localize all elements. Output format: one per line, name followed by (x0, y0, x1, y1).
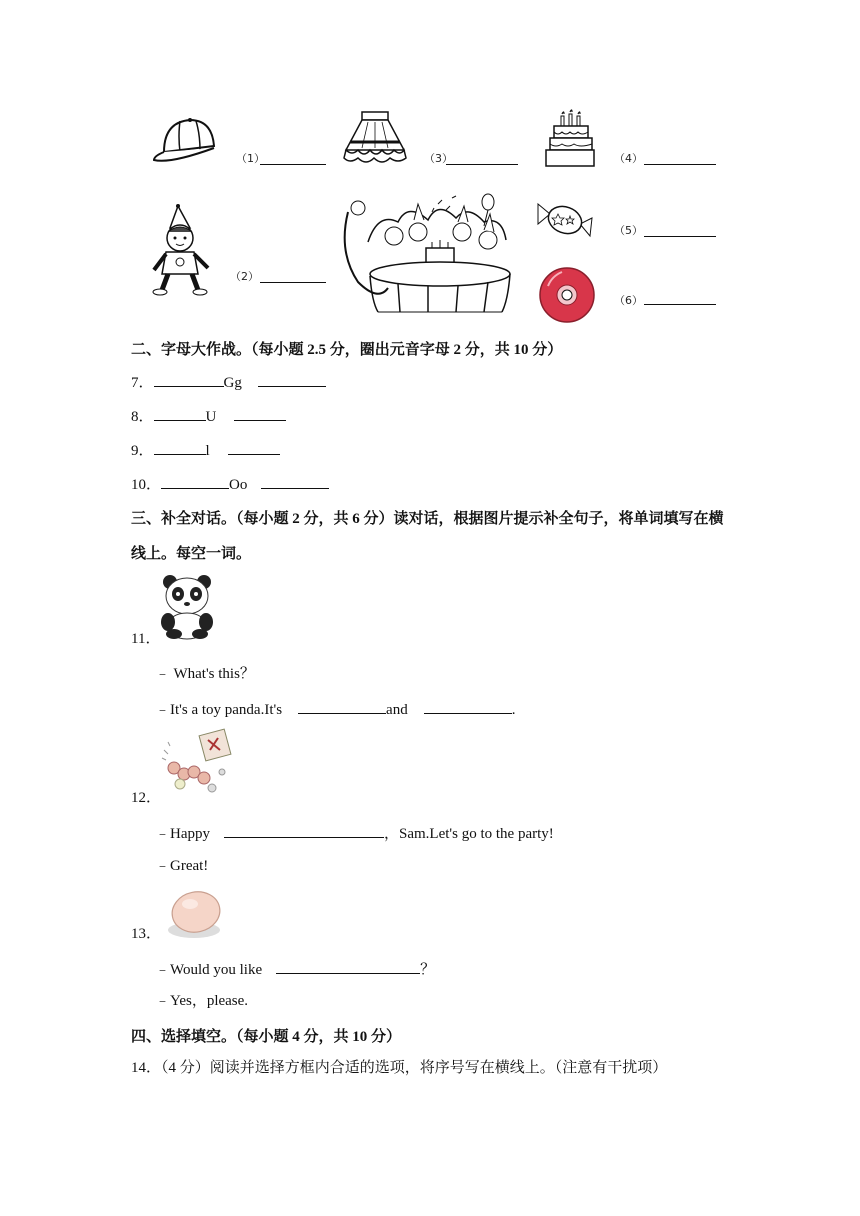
q13-qmark: ？ (420, 962, 436, 978)
label-2: （2） (230, 270, 259, 283)
q8-blank-right[interactable] (234, 406, 286, 421)
q13-question: ﹣Would you like (155, 962, 263, 978)
new-year-firecracker-icon (158, 728, 236, 798)
skirt-icon (338, 110, 412, 168)
q12-blank[interactable] (224, 823, 384, 838)
q12-happy: ﹣Happy (155, 826, 210, 842)
q8-row (131, 406, 286, 426)
q13-line2: ﹣Yes，please. (155, 993, 249, 1009)
q11-blank-2[interactable] (424, 699, 512, 714)
q9-blank-right[interactable] (228, 440, 280, 455)
q8-number: 8． (131, 409, 154, 425)
q10-row (131, 474, 329, 494)
label-1: （1） (236, 152, 265, 165)
q12-line1 (155, 823, 554, 843)
cake-icon (544, 108, 596, 170)
q11-line1: ﹣ What's this？ (155, 666, 255, 682)
q13-line1 (155, 959, 435, 979)
q9-row (131, 440, 280, 460)
q10-blank-left[interactable] (161, 474, 229, 489)
q9-number: 9． (131, 443, 154, 459)
candy-icon (534, 196, 596, 244)
label-5: （5） (614, 224, 643, 237)
cap-icon (150, 112, 220, 168)
q7-blank-right[interactable] (258, 372, 326, 387)
q7-letter: Gg (223, 375, 242, 391)
label-4: （4） (614, 152, 643, 165)
answer-blank-5[interactable] (644, 222, 716, 237)
section-2-heading: 二、字母大作战。（每小题 2.5 分，圈出元音字母 2 分，共 10 分） (131, 342, 563, 358)
q9-blank-left[interactable] (154, 440, 206, 455)
q11-number: 11． (131, 631, 161, 647)
doll-icon (148, 204, 214, 296)
q7-blank-left[interactable] (154, 372, 224, 387)
q13-blank[interactable] (276, 959, 420, 974)
egg-icon (158, 886, 228, 942)
q11-blank-1[interactable] (298, 699, 386, 714)
answer-blank-2[interactable] (260, 268, 326, 283)
panda-icon (158, 572, 216, 640)
q12-number: 12． (131, 790, 162, 806)
q10-letter: Oo (229, 477, 248, 493)
q8-letter: U (205, 409, 217, 425)
q11-and: and (386, 702, 408, 718)
section-3-heading-line2: 线上。每空一词。 (131, 546, 252, 562)
party-scene-image (338, 192, 522, 316)
disc-icon (538, 266, 596, 324)
q11-line2-text: ﹣It's a toy panda.It's (155, 702, 283, 718)
q13-number: 13． (131, 926, 162, 942)
q9-letter: l (205, 443, 210, 459)
section-3-heading-line1: 三、补全对话。（每小题 2 分，共 6 分）读对话，根据图片提示补全句子，将单词填写在横 (131, 511, 724, 527)
q12-line2: ﹣Great! (155, 858, 209, 874)
q11-line2 (155, 699, 515, 719)
answer-blank-6[interactable] (644, 290, 716, 305)
q14-instruction: 14．（4 分）阅读并选择方框内合适的选项，将序号写在横线上。（注意有干扰项） (131, 1060, 668, 1076)
q8-blank-left[interactable] (154, 406, 206, 421)
answer-blank-4[interactable] (644, 150, 716, 165)
q7-row (131, 372, 326, 392)
section-4-heading: 四、选择填空。（每小题 4 分，共 10 分） (131, 1029, 402, 1045)
q10-number: 10． (131, 477, 162, 493)
label-3: （3） (424, 152, 453, 165)
q11-period: . (511, 702, 516, 718)
answer-blank-3[interactable] (446, 150, 518, 165)
q7-number: 7． (131, 375, 154, 391)
label-6: （6） (614, 294, 643, 307)
answer-blank-1[interactable] (260, 150, 326, 165)
q12-line1-rest: ，Sam.Let's go to the party! (384, 826, 554, 842)
q10-blank-right[interactable] (261, 474, 329, 489)
